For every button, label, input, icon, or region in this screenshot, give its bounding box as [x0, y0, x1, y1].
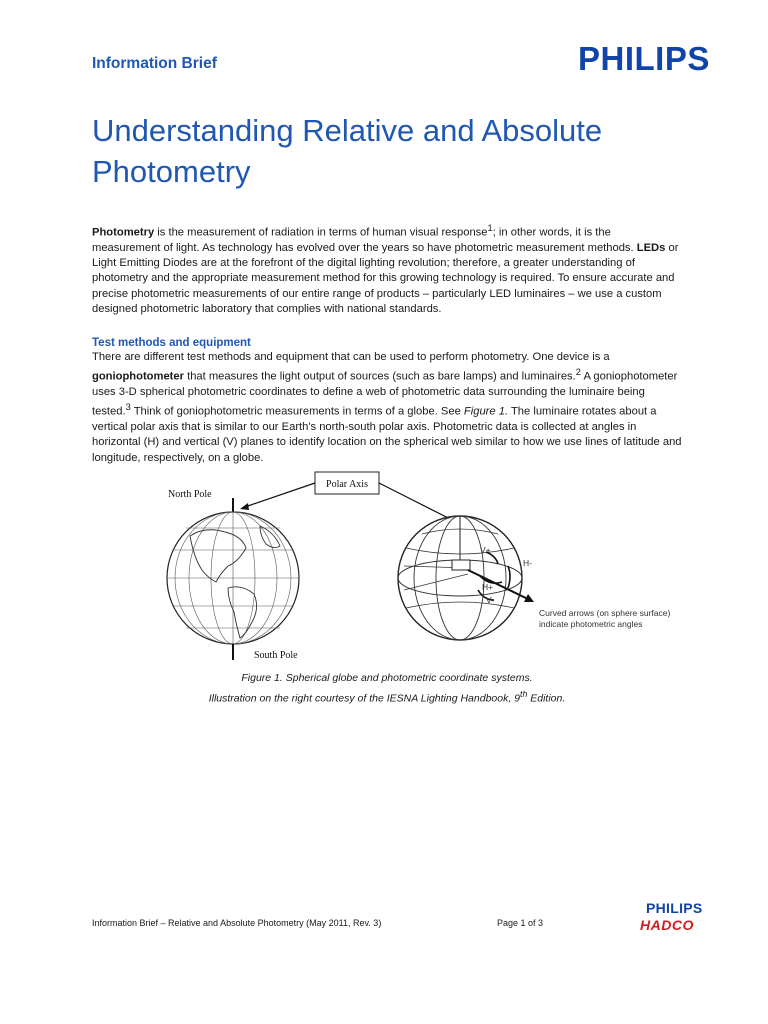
intro-paragraph	[92, 221, 682, 317]
caption-superscript: th	[520, 689, 528, 699]
caption-line-2-text: Illustration on the right courtesy of the IESNA Lighting Handbook, 9	[208, 692, 521, 705]
term-photometry: Photometry	[92, 226, 155, 239]
v-plus-label: V+	[480, 545, 491, 555]
figure-1	[150, 466, 690, 666]
term-goniophotometer: goniophotometer	[92, 370, 184, 383]
south-pole-label: South Pole	[254, 650, 298, 661]
globe-illustration	[167, 512, 299, 644]
north-pole-label: North Pole	[168, 489, 212, 500]
footer-philips-logo: PHILIPS	[646, 900, 703, 916]
test-text-2: that measures the light output of sources (such as bare lamps) and luminaires.	[183, 370, 576, 383]
caption-line-1: Figure 1. Spherical globe and photometric coordinate systems.	[241, 672, 533, 684]
term-leds: LEDs	[636, 241, 666, 254]
section-heading: Test methods and equipment	[92, 337, 251, 349]
curved-arrows-note-line2: indicate photometric angles	[539, 619, 643, 629]
test-text-1: There are different test methods and equipment that can be used to perform photometry. One device is a	[92, 351, 610, 363]
test-methods-paragraph	[92, 350, 682, 466]
curved-arrows-note-line1: Curved arrows (on sphere surface)	[539, 608, 671, 618]
h-plus-label: H+	[482, 582, 494, 592]
footnote-ref-1: 1	[487, 223, 493, 233]
intro-text-1: is the measurement of radiation in terms of human visual response	[154, 226, 488, 239]
footer-hadco-logo: HADCO	[640, 917, 694, 933]
polar-axis-label: Polar Axis	[326, 479, 368, 490]
test-text-3: A goniophotometer uses 3-D spherical photometric coordinates to define a web of photometric data surrounding the luminaire being tested.	[92, 370, 678, 419]
document-title: Understanding Relative and Absolute Photometry	[92, 113, 603, 189]
v-minus-label: V-	[486, 595, 495, 605]
footer-page-number: Page 1 of 3	[497, 918, 544, 928]
test-text-4: Think of goniophotometric measurements in terms of a globe. See	[130, 406, 464, 419]
footer-document-info: Information Brief – Relative and Absolute Photometry (May 2011, Rev. 3)	[92, 918, 382, 928]
caption-line-2-end: Edition.	[527, 692, 566, 705]
brief-label: Information Brief	[92, 55, 217, 72]
intro-text-2: ; in other words, it is the measurement of light. As technology has evolved over the years so have photometric measurement methods.	[92, 226, 637, 254]
footnote-ref-2: 2	[575, 367, 581, 378]
philips-logo: PHILIPS	[578, 40, 710, 77]
caption-line-2	[92, 686, 682, 707]
intro-text-3: or Light Emitting Diodes are at the forefront of the digital lighting revolution; therefore, a greater understanding of photometry and the appropriate measurement method for this growing technology is required. To ensure accurate and precise photometric measurements of our entire range of products – particularly LED luminaires – we use a custom designed photometric laboratory that complies with national standards.	[92, 241, 679, 315]
photometric-sphere-illustration	[398, 516, 534, 640]
arrow-to-globe	[242, 483, 315, 508]
test-text-5: The luminaire rotates about a vertical polar axis that is similar to our Earth's north-south polar axis. Photometric data is collected at angles in horizontal (H) and vertical (V) planes to identify location on the spherical web similar to how we use lines of latitude and longitude, respectively, on a globe.	[92, 406, 682, 464]
arrowhead-left	[240, 503, 249, 510]
figure-caption	[92, 670, 682, 707]
footnote-ref-3: 3	[125, 402, 131, 413]
figure-reference: Figure 1.	[463, 406, 509, 419]
h-minus-label: H-	[523, 558, 532, 568]
